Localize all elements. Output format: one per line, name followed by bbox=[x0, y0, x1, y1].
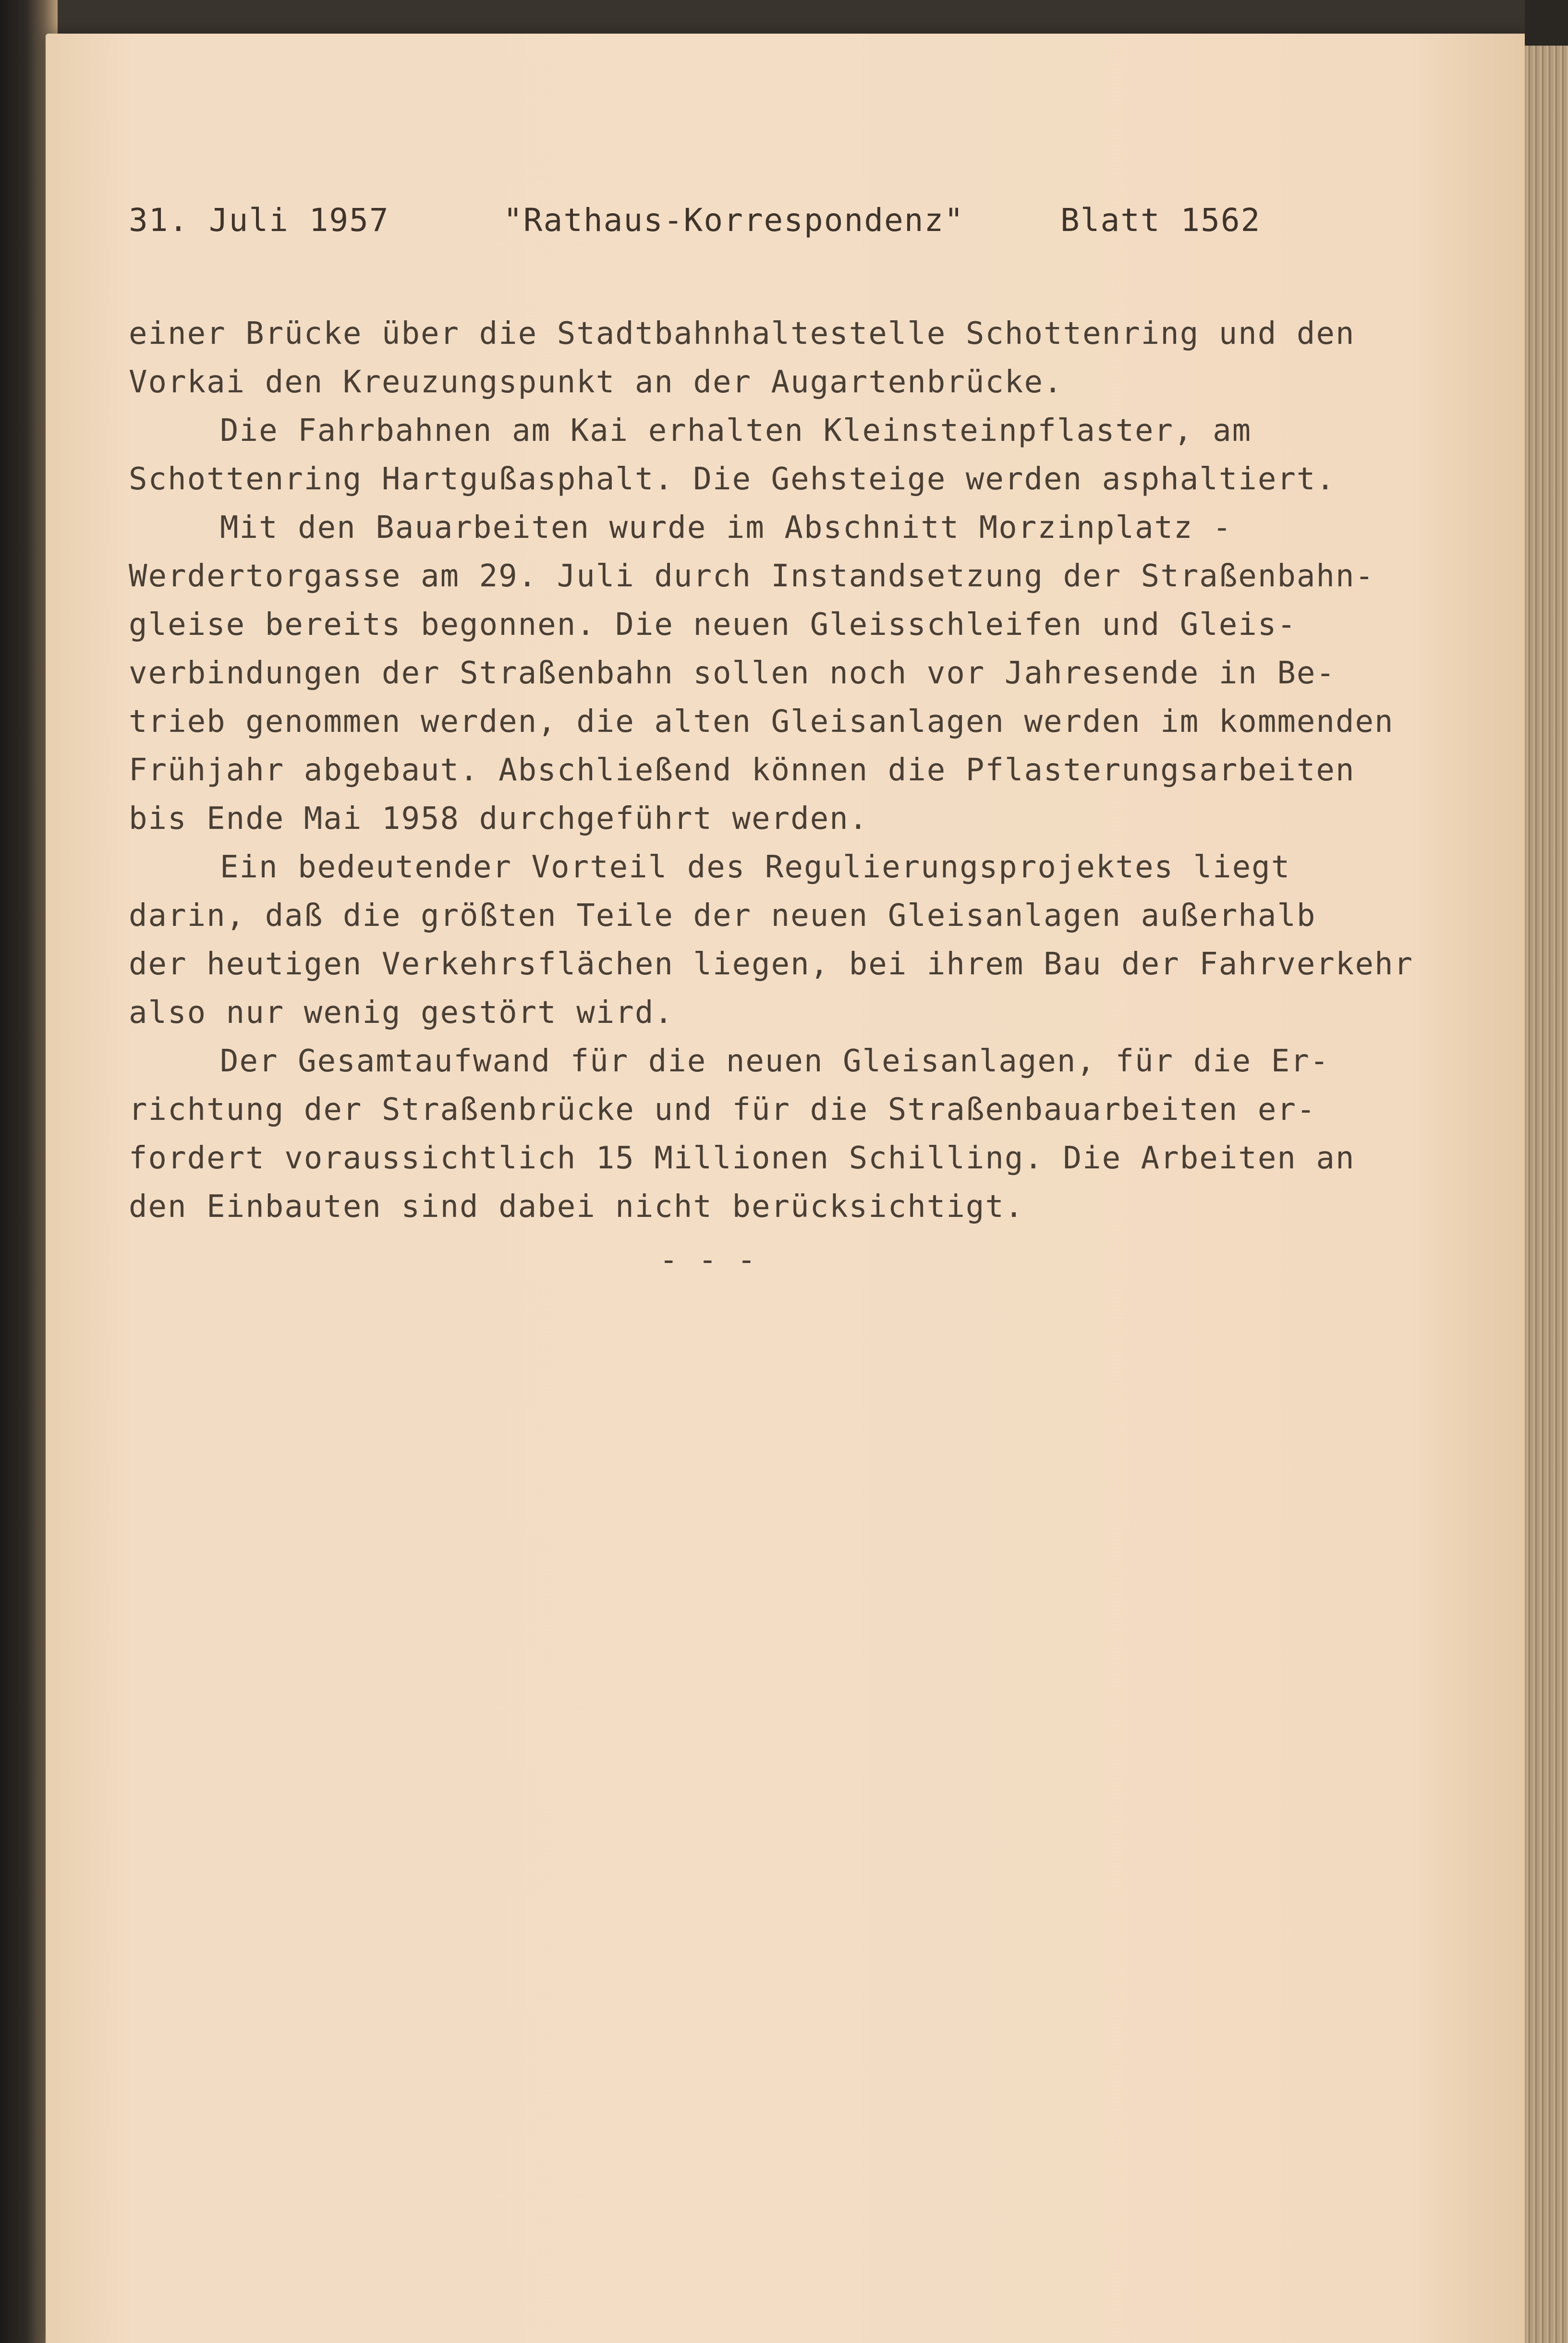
document-body bbox=[129, 310, 1464, 1231]
end-mark: - - - bbox=[659, 1242, 757, 1278]
text-line: Schottenring Hartgußasphalt. Die Gehsteige werden asphaltiert. bbox=[129, 461, 1336, 497]
header-publication: "Rathaus-Korrespondenz" bbox=[503, 202, 964, 239]
text-line: den Einbauten sind dabei nicht berücksichtigt. bbox=[129, 1189, 1024, 1225]
text-line: Die Fahrbahnen am Kai erhalten Kleinsteinpflaster, am bbox=[220, 413, 1252, 449]
text-line: Werdertorgasse am 29. Juli durch Instandsetzung der Straßenbahn- bbox=[129, 558, 1374, 594]
text-line: fordert voraussichtlich 15 Millionen Schilling. Die Arbeiten an bbox=[129, 1141, 1355, 1176]
page-header bbox=[129, 202, 1464, 255]
text-line: bis Ende Mai 1958 durchgeführt werden. bbox=[129, 801, 869, 837]
background-corner bbox=[1525, 0, 1568, 48]
typewritten-document bbox=[129, 202, 1464, 1285]
text-line: Der Gesamtaufwand für die neuen Gleisanlagen, für die Er- bbox=[220, 1044, 1330, 1079]
text-line: Ein bedeutender Vorteil des Regulierungsprojektes liegt bbox=[220, 850, 1291, 885]
text-line: also nur wenig gestört wird. bbox=[129, 995, 674, 1031]
text-line: richtung der Straßenbrücke und für die Straßenbauarbeiten er- bbox=[129, 1092, 1316, 1128]
text-line: Mit den Bauarbeiten wurde im Abschnitt Morzinplatz - bbox=[220, 510, 1232, 546]
text-line: gleise bereits begonnen. Die neuen Gleisschleifen und Gleis- bbox=[129, 607, 1297, 643]
text-line: darin, daß die größten Teile der neuen Gleisanlagen außerhalb bbox=[129, 898, 1316, 934]
text-line: verbindungen der Straßenbahn sollen noch vor Jahresende in Be- bbox=[129, 656, 1336, 691]
header-date: 31. Juli 1957 bbox=[129, 202, 389, 239]
text-line: Frühjahr abgebaut. Abschließend können die Pflasterungsarbeiten bbox=[129, 753, 1355, 788]
text-line: einer Brücke über die Stadtbahnhaltestelle Schottenring und den bbox=[129, 316, 1355, 352]
text-line: trieb genommen werden, die alten Gleisanlagen werden im kommenden bbox=[129, 704, 1394, 740]
header-sheet-number: Blatt 1562 bbox=[1060, 202, 1261, 239]
text-line: der heutigen Verkehrsflächen liegen, bei ihrem Bau der Fahrverkehr bbox=[129, 947, 1414, 982]
text-line: Vorkai den Kreuzungspunkt an der Augartenbrücke. bbox=[129, 364, 1063, 400]
page-stack-edges bbox=[1525, 46, 1568, 2343]
